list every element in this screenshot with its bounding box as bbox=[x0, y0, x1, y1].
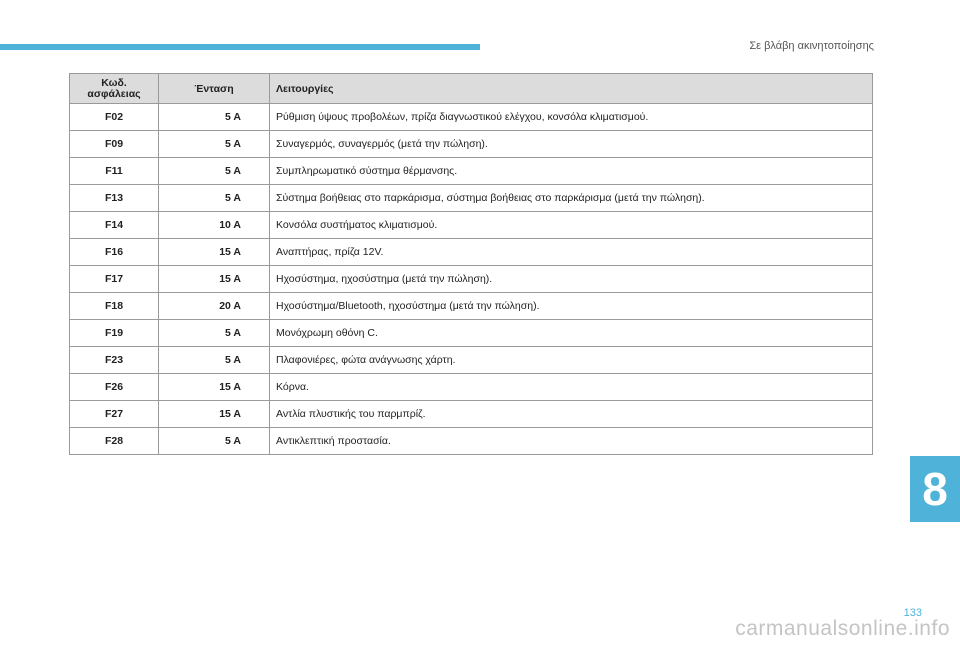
table-row bbox=[70, 374, 873, 401]
amperage-cell: 15 A bbox=[159, 266, 270, 293]
table-row bbox=[70, 293, 873, 320]
running-head: Σε βλάβη ακινητοποίησης bbox=[749, 40, 874, 52]
chapter-tab: 8 bbox=[910, 456, 960, 522]
header-amperage: Ένταση bbox=[159, 74, 270, 104]
table-row bbox=[70, 266, 873, 293]
function-cell: Πλαφονιέρες, φώτα ανάγνωσης χάρτη. bbox=[270, 347, 873, 374]
amperage-cell: 15 A bbox=[159, 239, 270, 266]
table-row bbox=[70, 428, 873, 455]
amperage-cell: 5 A bbox=[159, 158, 270, 185]
fuse-code-cell: F14 bbox=[70, 212, 159, 239]
amperage-cell: 15 A bbox=[159, 401, 270, 428]
table-row bbox=[70, 320, 873, 347]
header-fuse-code-line2: ασφάλειας bbox=[87, 87, 141, 100]
fuse-code-cell: F16 bbox=[70, 239, 159, 266]
amperage-cell: 5 A bbox=[159, 104, 270, 131]
fuse-table bbox=[69, 73, 873, 455]
page-number: 133 bbox=[903, 607, 922, 619]
table-row bbox=[70, 347, 873, 374]
fuse-code-cell: F27 bbox=[70, 401, 159, 428]
table-row bbox=[70, 239, 873, 266]
amperage-cell: 20 A bbox=[159, 293, 270, 320]
fuse-code-cell: F19 bbox=[70, 320, 159, 347]
function-cell: Σύστημα βοήθειας στο παρκάρισμα, σύστημα βοήθειας στο παρκάρισμα (μετά την πώληση). bbox=[270, 185, 873, 212]
table-row bbox=[70, 158, 873, 185]
header-fuse-code bbox=[70, 74, 159, 104]
amperage-cell: 15 A bbox=[159, 374, 270, 401]
fuse-code-cell: F23 bbox=[70, 347, 159, 374]
amperage-cell: 5 A bbox=[159, 320, 270, 347]
amperage-cell: 5 A bbox=[159, 185, 270, 212]
table-row bbox=[70, 131, 873, 158]
table-header-row bbox=[70, 74, 873, 104]
function-cell: Ρύθμιση ύψους προβολέων, πρίζα διαγνωστικού ελέγχου, κονσόλα κλιματισμού. bbox=[270, 104, 873, 131]
header-functions: Λειτουργίες bbox=[270, 74, 873, 104]
fuse-code-cell: F18 bbox=[70, 293, 159, 320]
table-row bbox=[70, 104, 873, 131]
function-cell: Ηχοσύστημα/Bluetooth, ηχοσύστημα (μετά την πώληση). bbox=[270, 293, 873, 320]
function-cell: Αντλία πλυστικής του παρμπρίζ. bbox=[270, 401, 873, 428]
fuse-code-cell: F13 bbox=[70, 185, 159, 212]
fuse-code-cell: F09 bbox=[70, 131, 159, 158]
fuse-code-cell: F11 bbox=[70, 158, 159, 185]
function-cell: Αναπτήρας, πρίζα 12V. bbox=[270, 239, 873, 266]
function-cell: Μονόχρωμη οθόνη C. bbox=[270, 320, 873, 347]
function-cell: Αντικλεπτική προστασία. bbox=[270, 428, 873, 455]
amperage-cell: 10 A bbox=[159, 212, 270, 239]
function-cell: Συναγερμός, συναγερμός (μετά την πώληση). bbox=[270, 131, 873, 158]
header-fuse-code-line1: Κωδ. bbox=[101, 76, 127, 89]
fuse-code-cell: F17 bbox=[70, 266, 159, 293]
amperage-cell: 5 A bbox=[159, 131, 270, 158]
watermark: carmanualsonline.info bbox=[735, 617, 950, 640]
fuse-code-cell: F28 bbox=[70, 428, 159, 455]
amperage-cell: 5 A bbox=[159, 428, 270, 455]
accent-bar bbox=[0, 44, 480, 50]
function-cell: Ηχοσύστημα, ηχοσύστημα (μετά την πώληση). bbox=[270, 266, 873, 293]
fuse-code-cell: F26 bbox=[70, 374, 159, 401]
function-cell: Κόρνα. bbox=[270, 374, 873, 401]
table-row bbox=[70, 212, 873, 239]
amperage-cell: 5 A bbox=[159, 347, 270, 374]
function-cell: Κονσόλα συστήματος κλιματισμού. bbox=[270, 212, 873, 239]
table-row bbox=[70, 185, 873, 212]
fuse-code-cell: F02 bbox=[70, 104, 159, 131]
function-cell: Συμπληρωματικό σύστημα θέρμανσης. bbox=[270, 158, 873, 185]
table-row bbox=[70, 401, 873, 428]
